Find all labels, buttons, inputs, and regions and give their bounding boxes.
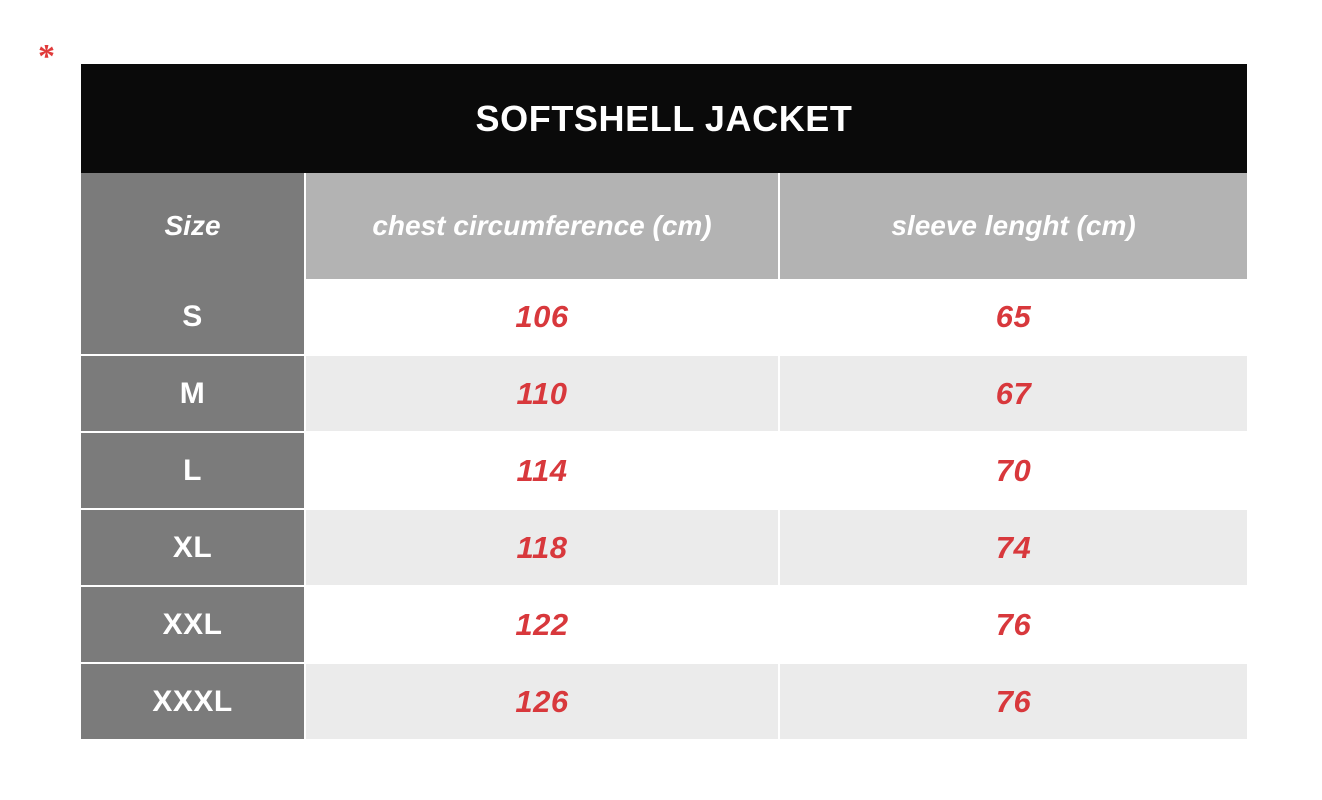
table-row — [81, 355, 1247, 432]
column-header-row — [81, 173, 1247, 279]
table-row — [81, 509, 1247, 586]
table-row — [81, 663, 1247, 739]
size-chart-table — [81, 64, 1247, 739]
cell-size: M — [81, 355, 305, 432]
page-title: SOFTSHELL JACKET — [81, 64, 1247, 173]
cell-size: XXL — [81, 586, 305, 663]
cell-chest: 114 — [305, 432, 779, 509]
cell-sleeve: 65 — [779, 279, 1247, 355]
cell-chest: 118 — [305, 509, 779, 586]
cell-sleeve: 70 — [779, 432, 1247, 509]
column-header-size: Size — [81, 173, 305, 279]
asterisk-marker: * — [38, 38, 55, 75]
cell-sleeve: 67 — [779, 355, 1247, 432]
cell-sleeve: 76 — [779, 586, 1247, 663]
title-row — [81, 64, 1247, 173]
table-row — [81, 432, 1247, 509]
cell-size: XXXL — [81, 663, 305, 739]
table-row — [81, 586, 1247, 663]
cell-size: XL — [81, 509, 305, 586]
cell-sleeve: 76 — [779, 663, 1247, 739]
cell-chest: 106 — [305, 279, 779, 355]
cell-size: L — [81, 432, 305, 509]
cell-chest: 126 — [305, 663, 779, 739]
size-chart-container — [81, 64, 1247, 739]
column-header-chest: chest circumference (cm) — [305, 173, 779, 279]
cell-chest: 110 — [305, 355, 779, 432]
cell-chest: 122 — [305, 586, 779, 663]
column-header-sleeve: sleeve lenght (cm) — [779, 173, 1247, 279]
cell-sleeve: 74 — [779, 509, 1247, 586]
table-row — [81, 279, 1247, 355]
cell-size: S — [81, 279, 305, 355]
size-chart-body — [81, 279, 1247, 739]
